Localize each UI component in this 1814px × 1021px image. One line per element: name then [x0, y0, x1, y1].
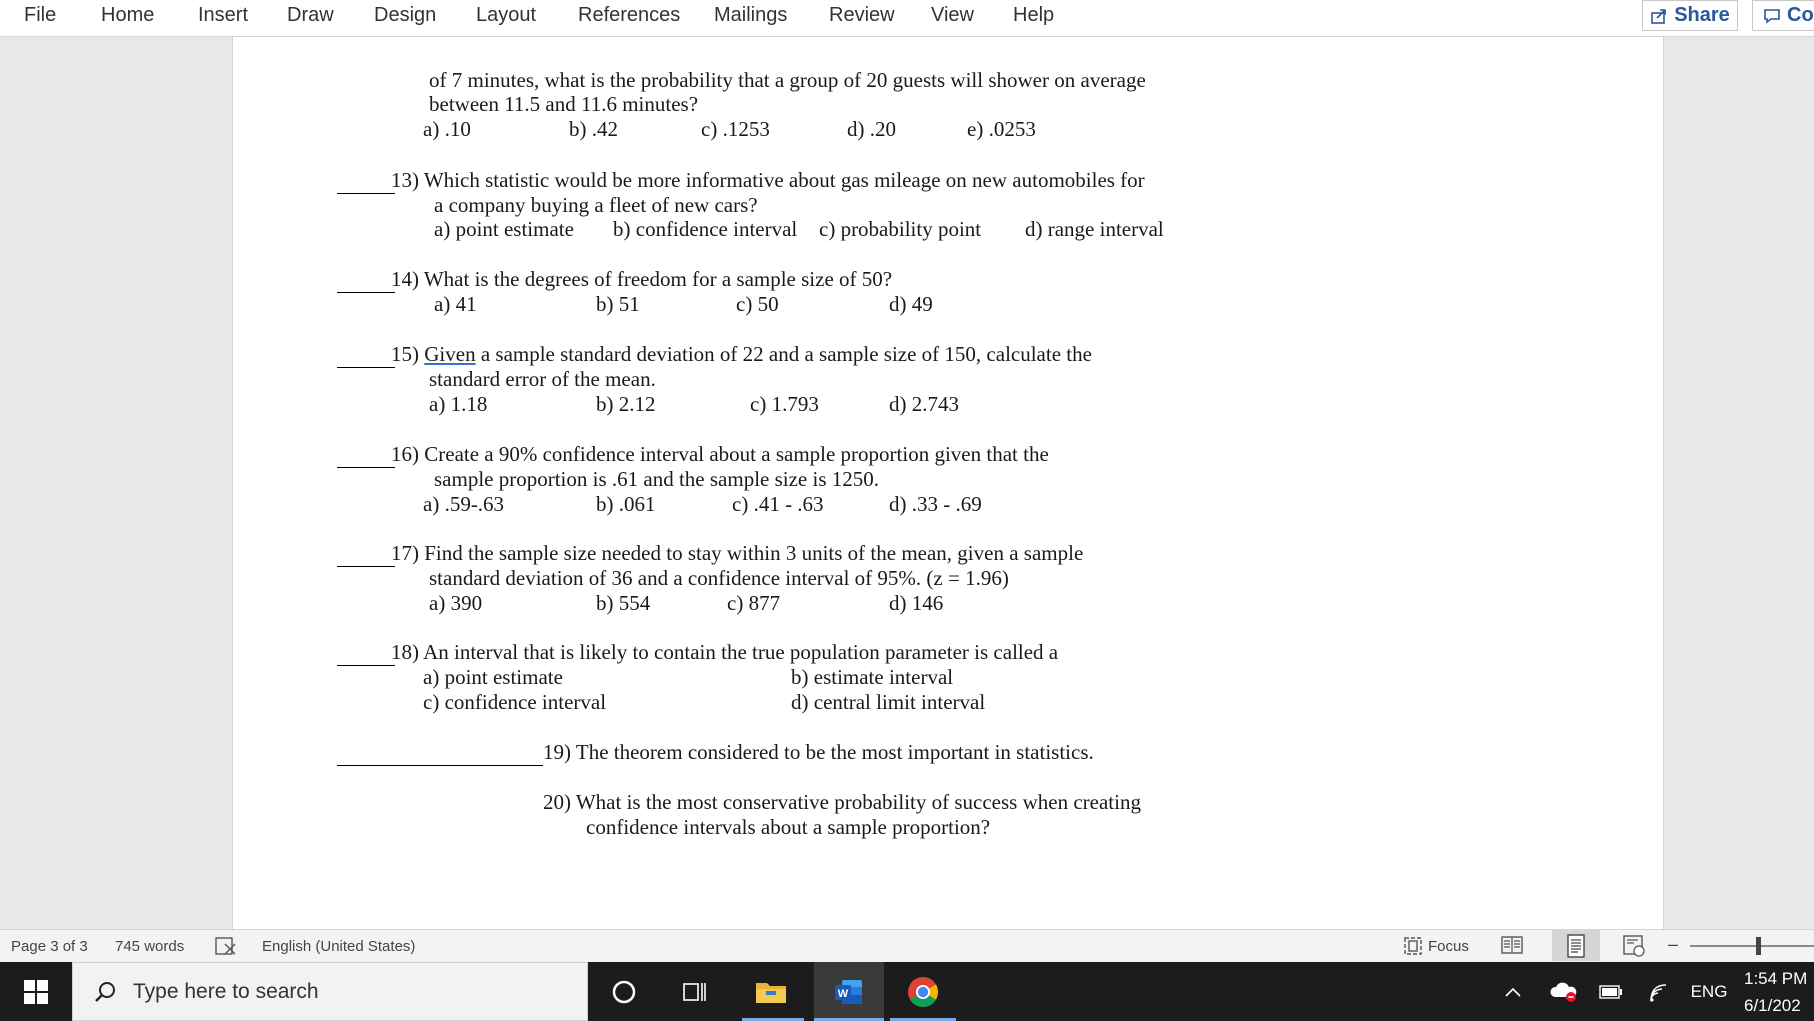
q14-option-c: c) 50	[736, 292, 779, 316]
cortana-circle-icon	[611, 979, 637, 1005]
q17-option-b: b) 554	[596, 591, 651, 615]
focus-mode-button[interactable]	[1402, 935, 1469, 957]
q17-line2: standard deviation of 36 and a confidence interval of 95%. (z = 1.96)	[429, 566, 1009, 590]
q18-line1: 18) An interval that is likely to contain the true population parameter is called a	[391, 640, 1059, 664]
word-icon	[834, 978, 864, 1006]
q13-option-d: d) range interval	[1025, 217, 1164, 241]
q14-line1: 14) What is the degrees of freedom for a sample size of 50?	[391, 267, 893, 291]
tab-file[interactable]: File	[24, 4, 57, 26]
q18-option-d: d) central limit interval	[791, 690, 986, 714]
q18-option-c: c) confidence interval	[423, 690, 607, 714]
q15-option-c: c) 1.793	[750, 392, 819, 416]
page-count[interactable]: Page 3 of 3	[11, 938, 88, 955]
folder-icon	[755, 979, 787, 1005]
answer-blank-17	[337, 566, 395, 567]
q13-line1: 13) Which statistic would be more informative about gas mileage on new automobiles for	[391, 168, 1145, 192]
document-canvas	[0, 37, 1814, 929]
q12-line2: between 11.5 and 11.6 minutes?	[429, 92, 699, 116]
clock[interactable]	[1744, 962, 1814, 1021]
q12-option-e: e) .0253	[967, 117, 1036, 141]
q14-option-a: a) 41	[434, 292, 477, 316]
q13-option-c: c) probability point	[819, 217, 982, 241]
ribbon-tabs	[0, 0, 1814, 37]
q16-line2: sample proportion is .61 and the sample size is 1250.	[434, 467, 880, 491]
input-language-label: ENG	[1690, 981, 1728, 1001]
tab-draw[interactable]: Draw	[287, 4, 334, 26]
share-button[interactable]	[1642, 0, 1738, 31]
show-hidden-icons-chevron-icon[interactable]	[1498, 962, 1528, 1021]
tab-layout[interactable]: Layout	[476, 4, 537, 26]
q14-option-d: d) 49	[889, 292, 933, 316]
tab-design[interactable]: Design	[374, 4, 437, 26]
q15-option-b: b) 2.12	[596, 392, 656, 416]
q15-option-d: d) 2.743	[889, 392, 959, 416]
q16-option-c: c) .41 - .63	[732, 492, 824, 516]
q15-option-a: a) 1.18	[429, 392, 488, 416]
q17-line1: 17) Find the sample size needed to stay within 3 units of the mean, given a sample	[391, 541, 1084, 565]
zoom-slider-thumb[interactable]	[1756, 937, 1761, 955]
tab-view[interactable]: View	[931, 4, 974, 26]
q13-option-b: b) confidence interval	[613, 217, 798, 241]
word-app-button[interactable]	[814, 962, 884, 1021]
start-button[interactable]	[0, 962, 72, 1021]
q14-option-b: b) 51	[596, 292, 640, 316]
tab-help[interactable]: Help	[1013, 4, 1055, 26]
zoom-slider[interactable]	[1690, 945, 1814, 947]
answer-blank-18	[337, 665, 395, 666]
q12-option-d: d) .20	[847, 117, 896, 141]
answer-blank-14	[337, 292, 395, 293]
clock-date: 6/1/202	[1744, 995, 1801, 1015]
tab-mailings[interactable]: Mailings	[714, 4, 788, 26]
proofing-icon[interactable]	[215, 936, 237, 960]
q15-line1	[391, 342, 1092, 366]
q13-option-a: a) point estimate	[434, 217, 574, 241]
q15-line2: standard error of the mean.	[429, 367, 656, 391]
q16-line1: 16) Create a 90% confidence interval about a sample proportion given that the	[391, 442, 1049, 466]
q18-option-a: a) point estimate	[423, 665, 563, 689]
q12-option-a: a) .10	[423, 117, 471, 141]
q15-number: 15)	[391, 342, 419, 366]
status-bar	[0, 929, 1814, 962]
tab-home[interactable]: Home	[101, 4, 155, 26]
task-view-icon	[681, 979, 707, 1005]
q16-option-a: a) .59-.63	[423, 492, 505, 516]
search-placeholder: Type here to search	[133, 980, 319, 1003]
windows-logo-icon	[24, 980, 48, 1004]
read-mode-icon[interactable]	[1500, 934, 1524, 960]
q12-line1: of 7 minutes, what is the probability that a group of 20 guests will shower on average	[429, 68, 1146, 92]
q13-line2: a company buying a fleet of new cars?	[434, 193, 758, 217]
language-indicator[interactable]: English (United States)	[262, 938, 416, 955]
q15-given: Given	[424, 342, 476, 366]
answer-blank-16	[337, 467, 395, 468]
q17-option-d: d) 146	[889, 591, 944, 615]
q16-option-b: b) .061	[596, 492, 656, 516]
taskbar-search-box[interactable]	[72, 962, 588, 1021]
q15-line1-rest: a sample standard deviation of 22 and a sample size of 150, calculate the	[475, 342, 1092, 366]
wifi-icon[interactable]	[1644, 962, 1674, 1021]
document-page[interactable]	[232, 37, 1664, 929]
q18-option-b: b) estimate interval	[791, 665, 954, 689]
answer-blank-15	[337, 367, 395, 368]
file-explorer-button[interactable]	[742, 962, 800, 1021]
onedrive-icon[interactable]	[1546, 962, 1582, 1021]
zoom-out-button[interactable]: –	[1668, 934, 1679, 954]
tab-insert[interactable]: Insert	[198, 4, 249, 26]
q17-option-a: a) 390	[429, 591, 483, 615]
print-layout-icon[interactable]	[1552, 930, 1600, 961]
input-language[interactable]	[1684, 962, 1734, 1021]
focus-label: Focus	[1428, 937, 1469, 955]
comments-button[interactable]	[1752, 0, 1814, 31]
q20-line1: 20) What is the most conservative probability of success when creating	[543, 790, 1141, 814]
cortana-button[interactable]	[596, 962, 652, 1021]
word-count[interactable]: 745 words	[115, 938, 185, 955]
tab-references[interactable]: References	[578, 4, 681, 26]
focus-icon	[1402, 935, 1424, 957]
answer-blank-19	[337, 765, 543, 766]
q20-line2: confidence intervals about a sample proportion?	[586, 815, 991, 839]
clock-time: 1:54 PM	[1744, 968, 1808, 988]
q19-line1: 19) The theorem considered to be the most important in statistics.	[543, 740, 1094, 764]
comment-icon	[1763, 7, 1781, 25]
chrome-icon	[907, 976, 939, 1008]
share-icon	[1650, 7, 1668, 25]
tab-review[interactable]: Review	[829, 4, 895, 26]
windows-taskbar	[0, 962, 1814, 1021]
task-view-button[interactable]	[666, 962, 722, 1021]
q17-option-c: c) 877	[727, 591, 781, 615]
search-icon	[93, 980, 117, 1004]
q12-option-c: c) .1253	[701, 117, 770, 141]
web-layout-icon[interactable]	[1622, 934, 1646, 962]
answer-blank-13	[337, 193, 395, 194]
battery-icon[interactable]	[1596, 962, 1626, 1021]
svg-text:W: W	[837, 987, 849, 1000]
share-label: Share	[1674, 4, 1730, 26]
q12-option-b: b) .42	[569, 117, 618, 141]
comments-label: Co	[1787, 4, 1814, 26]
chrome-button[interactable]	[890, 962, 956, 1021]
q16-option-d: d) .33 - .69	[889, 492, 982, 516]
